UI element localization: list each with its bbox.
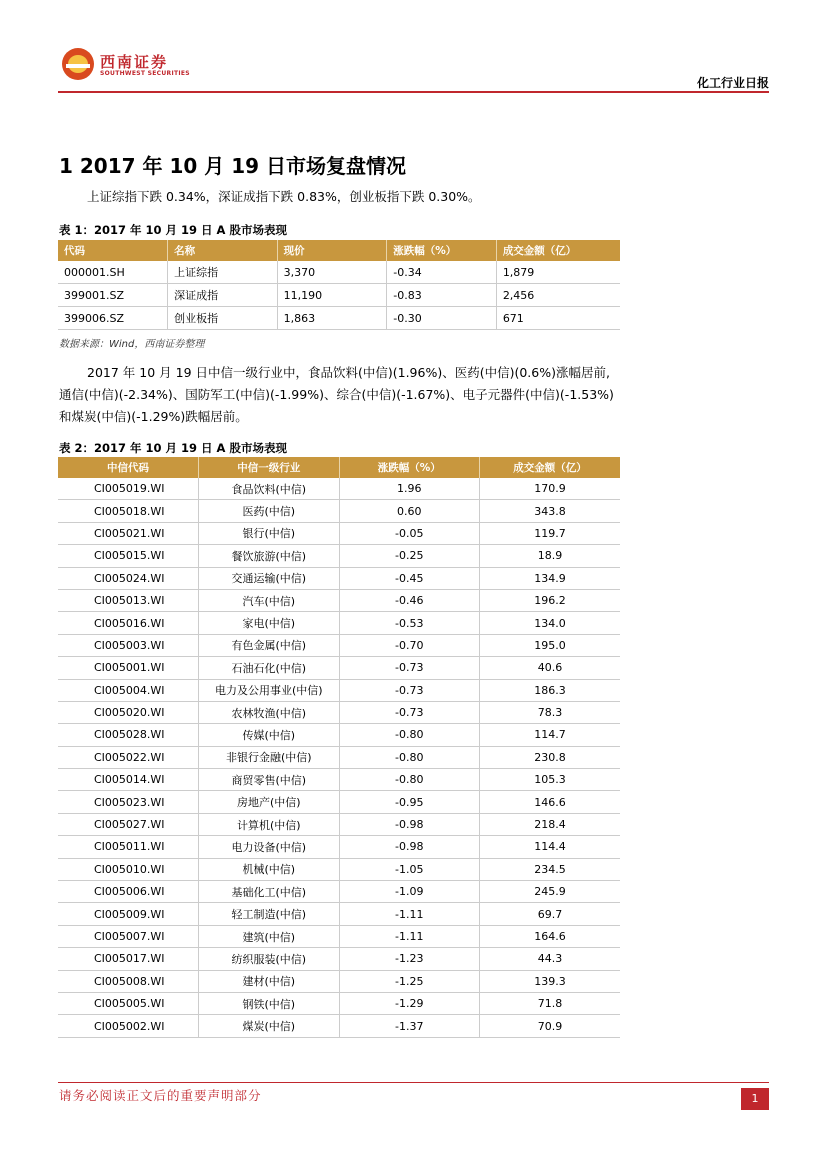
table-cell: 44.3 (480, 948, 621, 970)
table-cell: 230.8 (480, 746, 621, 768)
table-row (58, 679, 620, 701)
table-row (58, 657, 620, 679)
table-cell: -0.95 (339, 791, 480, 813)
table-cell: 交通运输(中信) (199, 567, 340, 589)
table-cell: CI005017.WI (58, 948, 199, 970)
table-cell: -1.11 (339, 925, 480, 947)
table-cell: 399001.SZ (58, 284, 168, 307)
table-row (58, 1015, 620, 1037)
table-cell: CI005007.WI (58, 925, 199, 947)
table-cell: 3,370 (277, 261, 387, 284)
table-row (58, 522, 620, 544)
table-cell: 房地产(中信) (199, 791, 340, 813)
table-cell: 000001.SH (58, 261, 168, 284)
table-row (58, 836, 620, 858)
index-table (58, 240, 620, 330)
table-cell: -0.34 (387, 261, 497, 284)
table-cell: 煤炭(中信) (199, 1015, 340, 1037)
table-cell: -1.05 (339, 858, 480, 880)
table-cell: 139.3 (480, 970, 621, 992)
table-cell: -1.23 (339, 948, 480, 970)
table-cell: CI005028.WI (58, 724, 199, 746)
table-cell: -1.37 (339, 1015, 480, 1037)
table-row (58, 612, 620, 634)
table-cell: -0.73 (339, 657, 480, 679)
table-cell: 134.9 (480, 567, 621, 589)
table-cell: 114.7 (480, 724, 621, 746)
table-cell: CI005018.WI (58, 500, 199, 522)
table-cell: CI005006.WI (58, 881, 199, 903)
table-cell: CI005015.WI (58, 545, 199, 567)
table-cell: 传媒(中信) (199, 724, 340, 746)
table-cell: 商贸零售(中信) (199, 769, 340, 791)
table-cell: 1,863 (277, 307, 387, 330)
table-row (58, 545, 620, 567)
table-cell: 11,190 (277, 284, 387, 307)
table-cell: CI005014.WI (58, 769, 199, 791)
table-cell: -0.80 (339, 724, 480, 746)
table-cell: 上证综指 (168, 261, 278, 284)
table-row (58, 948, 620, 970)
table-cell: 建筑(中信) (199, 925, 340, 947)
table-cell: 建材(中信) (199, 970, 340, 992)
table-cell: -0.73 (339, 679, 480, 701)
table-cell: -0.45 (339, 567, 480, 589)
table-cell: -0.05 (339, 522, 480, 544)
table-cell: 医药(中信) (199, 500, 340, 522)
table-cell: 170.9 (480, 478, 621, 500)
table-cell: CI005027.WI (58, 813, 199, 835)
table-row (58, 307, 620, 330)
table-cell: CI005011.WI (58, 836, 199, 858)
table-cell: -1.25 (339, 970, 480, 992)
table-cell: CI005003.WI (58, 634, 199, 656)
table-row (58, 903, 620, 925)
table-cell: 671 (496, 307, 620, 330)
table-cell: 78.3 (480, 701, 621, 723)
table-cell: 农林牧渔(中信) (199, 701, 340, 723)
table-cell: 纺织服装(中信) (199, 948, 340, 970)
table-cell: -0.98 (339, 813, 480, 835)
section-title: 1 2017 年 10 月 19 日市场复盘情况 (59, 154, 407, 178)
column-header: 名称 (168, 240, 278, 261)
table-row (58, 791, 620, 813)
table-cell: 343.8 (480, 500, 621, 522)
table-cell: CI005016.WI (58, 612, 199, 634)
logo-icon (62, 48, 94, 80)
table-header-row (58, 457, 620, 478)
table-row (58, 925, 620, 947)
table-cell: 银行(中信) (199, 522, 340, 544)
table-cell: -0.73 (339, 701, 480, 723)
table-cell: -0.53 (339, 612, 480, 634)
table-cell: 18.9 (480, 545, 621, 567)
table-cell: 114.4 (480, 836, 621, 858)
table-cell: 电力设备(中信) (199, 836, 340, 858)
table-row (58, 858, 620, 880)
table-cell: 石油石化(中信) (199, 657, 340, 679)
table-cell: 218.4 (480, 813, 621, 835)
table-header-row (58, 240, 620, 261)
table-cell: 家电(中信) (199, 612, 340, 634)
table1-caption: 表 1：2017 年 10 月 19 日 A 股市场表现 (59, 223, 287, 237)
table-row (58, 813, 620, 835)
table-cell: 134.0 (480, 612, 621, 634)
table-cell: 146.6 (480, 791, 621, 813)
table-cell: CI005021.WI (58, 522, 199, 544)
table-cell: 399006.SZ (58, 307, 168, 330)
table-cell: CI005020.WI (58, 701, 199, 723)
table-cell: CI005013.WI (58, 589, 199, 611)
table-cell: 基础化工(中信) (199, 881, 340, 903)
table-cell: 186.3 (480, 679, 621, 701)
table-row (58, 261, 620, 284)
table-cell: 电力及公用事业(中信) (199, 679, 340, 701)
table-cell: 轻工制造(中信) (199, 903, 340, 925)
table-row (58, 746, 620, 768)
table-cell: 164.6 (480, 925, 621, 947)
table-cell: 深证成指 (168, 284, 278, 307)
table-cell: 2,456 (496, 284, 620, 307)
table-cell: 非银行金融(中信) (199, 746, 340, 768)
table-cell: -0.25 (339, 545, 480, 567)
table-cell: CI005010.WI (58, 858, 199, 880)
column-header: 中信代码 (58, 457, 199, 478)
table-cell: CI005022.WI (58, 746, 199, 768)
column-header: 中信一级行业 (199, 457, 340, 478)
table-row (58, 701, 620, 723)
table-row (58, 284, 620, 307)
table-cell: 70.9 (480, 1015, 621, 1037)
page-number: 1 (741, 1088, 769, 1110)
intro-paragraph: 上证综指下跌 0.34%，深证成指下跌 0.83%，创业板指下跌 0.30%。 (87, 189, 481, 204)
table-cell: CI005004.WI (58, 679, 199, 701)
disclaimer-notice: 请务必阅读正文后的重要声明部分 (59, 1088, 262, 1103)
column-header: 成交金额（亿） (480, 457, 621, 478)
data-source: 数据来源：Wind，西南证券整理 (59, 339, 205, 350)
table-cell: 40.6 (480, 657, 621, 679)
column-header: 涨跌幅（%） (387, 240, 497, 261)
column-header: 现价 (277, 240, 387, 261)
logo-name-cn: 西南证券 (100, 53, 169, 71)
table-cell: -0.83 (387, 284, 497, 307)
table-cell: 创业板指 (168, 307, 278, 330)
table-cell: 105.3 (480, 769, 621, 791)
table-cell: -0.98 (339, 836, 480, 858)
header-divider (58, 91, 769, 93)
table-cell: 71.8 (480, 992, 621, 1014)
table-cell: 有色金属(中信) (199, 634, 340, 656)
footer-divider (58, 1082, 769, 1083)
table-row (58, 589, 620, 611)
table-row (58, 992, 620, 1014)
table-cell: CI005024.WI (58, 567, 199, 589)
table-row (58, 724, 620, 746)
table-cell: CI005019.WI (58, 478, 199, 500)
table-cell: 196.2 (480, 589, 621, 611)
table-cell: 1.96 (339, 478, 480, 500)
table-cell: CI005023.WI (58, 791, 199, 813)
logo-name-en: SOUTHWEST SECURITIES (100, 70, 190, 77)
column-header: 涨跌幅（%） (339, 457, 480, 478)
column-header: 代码 (58, 240, 168, 261)
table-cell: 餐饮旅游(中信) (199, 545, 340, 567)
table-cell: 1,879 (496, 261, 620, 284)
table-cell: 计算机(中信) (199, 813, 340, 835)
table-row (58, 478, 620, 500)
industry-paragraph: 2017 年 10 月 19 日中信一级行业中，食品饮料(中信)(1.96%)、医药(中信)(0.6%)涨幅居前,通信(中信)(-2.34%)、国防军工(中信)(-1.99%)、综合(中信)(-1.67%)、电子元器件(中信)(-1.53%)和煤炭(中信)(-1.29%)跌幅居前。 (59, 365, 614, 424)
table-cell: 245.9 (480, 881, 621, 903)
table-cell: 食品饮料(中信) (199, 478, 340, 500)
table-row (58, 881, 620, 903)
table-cell: 0.60 (339, 500, 480, 522)
table-row (58, 634, 620, 656)
table-cell: 195.0 (480, 634, 621, 656)
table-cell: CI005008.WI (58, 970, 199, 992)
table-cell: CI005002.WI (58, 1015, 199, 1037)
table-cell: -0.46 (339, 589, 480, 611)
table-cell: -1.11 (339, 903, 480, 925)
table-cell: 机械(中信) (199, 858, 340, 880)
table-cell: 汽车(中信) (199, 589, 340, 611)
table-cell: CI005009.WI (58, 903, 199, 925)
table-cell: 69.7 (480, 903, 621, 925)
table-cell: -0.80 (339, 746, 480, 768)
table-cell: CI005005.WI (58, 992, 199, 1014)
table-cell: 234.5 (480, 858, 621, 880)
table2-caption: 表 2：2017 年 10 月 19 日 A 股市场表现 (59, 441, 287, 455)
industry-table (58, 457, 620, 1038)
table-row (58, 567, 620, 589)
table-cell: CI005001.WI (58, 657, 199, 679)
table-cell: -0.70 (339, 634, 480, 656)
table-row (58, 500, 620, 522)
table-cell: -0.80 (339, 769, 480, 791)
table-cell: 钢铁(中信) (199, 992, 340, 1014)
table-cell: -0.30 (387, 307, 497, 330)
table-cell: 119.7 (480, 522, 621, 544)
table-row (58, 769, 620, 791)
table-cell: -1.09 (339, 881, 480, 903)
company-logo (62, 48, 222, 88)
column-header: 成交金额（亿） (496, 240, 620, 261)
table-cell: -1.29 (339, 992, 480, 1014)
table-row (58, 970, 620, 992)
report-type: 化工行业日报 (696, 76, 769, 90)
